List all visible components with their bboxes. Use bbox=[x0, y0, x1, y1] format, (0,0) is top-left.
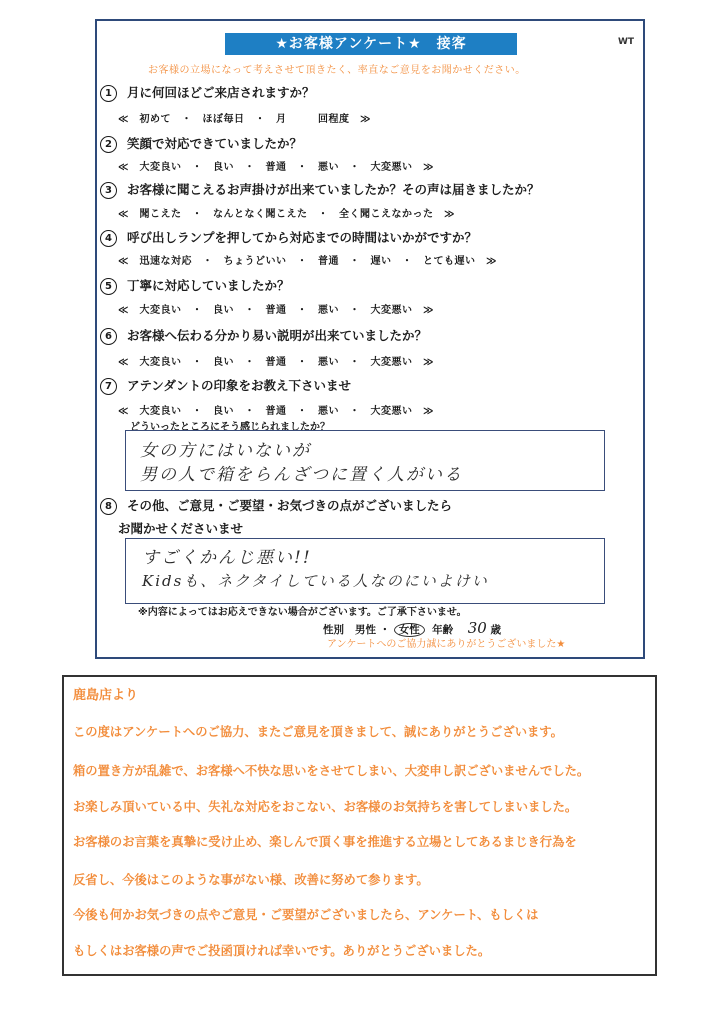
question-1-options: ≪ 初めて ・ ほぼ毎日 ・ 月 回程度 ≫ bbox=[118, 114, 371, 125]
question-2-options: ≪ 大変良い ・ 良い ・ 普通 ・ 悪い ・ 大変悪い ≫ bbox=[118, 162, 434, 173]
form-code: WT bbox=[618, 37, 635, 47]
question-1 bbox=[100, 83, 315, 102]
gender-male: 男性 bbox=[354, 624, 376, 636]
question-text: その他、ご意見・ご要望・お気づきの点がございましたら bbox=[127, 498, 453, 513]
reply-line: お楽しみ頂いている中、失礼な対応をおこない、お客様のお気持ちを害してしまいました。 bbox=[73, 800, 578, 814]
question-7-options: ≪ 大変良い ・ 良い ・ 普通 ・ 悪い ・ 大変悪い ≫ bbox=[118, 406, 434, 417]
question-4-options: ≪ 迅速な対応 ・ ちょうどいい ・ 普通 ・ 遅い ・ とても遅い ≫ bbox=[118, 256, 497, 267]
store-reply-title: 鹿島店より bbox=[73, 688, 139, 703]
q8-answer-line1: すごくかんじ悪い!! bbox=[142, 548, 312, 568]
question-number: 5 bbox=[100, 278, 117, 295]
reply-line: 反省し、今後はこのような事がない様、改善に努めて参ります。 bbox=[73, 873, 429, 887]
question-number: 3 bbox=[100, 182, 117, 199]
question-number: 7 bbox=[100, 378, 117, 395]
age-unit: 歳 bbox=[490, 624, 501, 636]
question-text: 丁寧に対応していましたか？ bbox=[127, 278, 290, 293]
question-7 bbox=[100, 376, 351, 395]
store-reply-box bbox=[62, 675, 657, 976]
question-8-line2: お聞かせくださいませ bbox=[118, 521, 244, 536]
question-number: 4 bbox=[100, 230, 117, 247]
q7-answer-line1: 女の方にはいないが bbox=[140, 441, 311, 461]
question-3-options: ≪ 聞こえた ・ なんとなく聞こえた ・ 全く聞こえなかった ≫ bbox=[118, 209, 455, 220]
question-text: お客様へ伝わる分かり易い説明が出来ていましたか？ bbox=[127, 328, 428, 343]
reply-line: 箱の置き方が乱雑で、お客様へ不快な思いをさせてしまい、大変申し訳ございませんでした。 bbox=[73, 764, 590, 778]
gender-label: 性別 bbox=[323, 624, 344, 636]
question-text: 笑顔で対応できていましたか？ bbox=[127, 136, 303, 151]
question-number: 6 bbox=[100, 328, 117, 345]
question-7-subprompt: どういったところにそう感じられましたか？ bbox=[130, 422, 330, 433]
question-text: 呼び出しランプを押してから対応までの時間はいかがですか？ bbox=[127, 230, 478, 245]
question-text: アテンダントの印象をお教え下さいませ bbox=[127, 378, 352, 393]
question-number: 8 bbox=[100, 498, 117, 515]
gender-female-selected: 女性 bbox=[394, 623, 425, 637]
question-5-options: ≪ 大変良い ・ 良い ・ 普通 ・ 悪い ・ 大変悪い ≫ bbox=[118, 305, 434, 316]
gender-separator: ・ bbox=[379, 624, 391, 636]
age-value: 30 bbox=[467, 619, 487, 637]
question-number: 1 bbox=[100, 85, 117, 102]
survey-title: ★お客様アンケート★ 接客 bbox=[225, 33, 517, 55]
question-3 bbox=[100, 180, 540, 199]
question-2 bbox=[100, 134, 302, 153]
question-6 bbox=[100, 326, 427, 345]
question-8 bbox=[100, 496, 452, 515]
question-4 bbox=[100, 228, 477, 247]
question-text: お客様に聞こえるお声掛けが出来ていましたか？その声は届きましたか？ bbox=[127, 182, 540, 197]
disclaimer-note: ※内容によってはお応えできない場合がございます。ご了承下さいませ。 bbox=[138, 607, 467, 618]
q7-answer-line2: 男の人で箱をらんざつに置く人がいる bbox=[140, 465, 463, 485]
reply-line: お客様のお言葉を真摯に受け止め、楽しんで頂く事を推進する立場としてあるまじき行為を bbox=[73, 835, 577, 849]
reply-line: 今後も何かお気づきの点やご意見・ご要望がございましたら、アンケート、もしくは bbox=[73, 908, 539, 922]
survey-intro: お客様の立場になって考えさせて頂きたく、率直なご意見をお聞かせください。 bbox=[148, 65, 526, 76]
question-5 bbox=[100, 276, 290, 295]
reply-line: この度はアンケートへのご協力、またご意見を頂きまして、誠にありがとうございます。 bbox=[73, 725, 563, 739]
age-label: 年齢 bbox=[432, 624, 454, 636]
reply-line: もしくはお客様の声でご投函頂ければ幸いです。ありがとうございました。 bbox=[73, 944, 491, 958]
question-number: 2 bbox=[100, 136, 117, 153]
question-text: 月に何回ほどご来店されますか？ bbox=[127, 85, 315, 100]
survey-thanks: アンケートへのご協力誠にありがとうございました★ bbox=[327, 639, 566, 650]
q8-answer-line2: Kidsも、ネクタイしている人なのにいよけい bbox=[142, 572, 489, 590]
question-6-options: ≪ 大変良い ・ 良い ・ 普通 ・ 悪い ・ 大変悪い ≫ bbox=[118, 357, 434, 368]
